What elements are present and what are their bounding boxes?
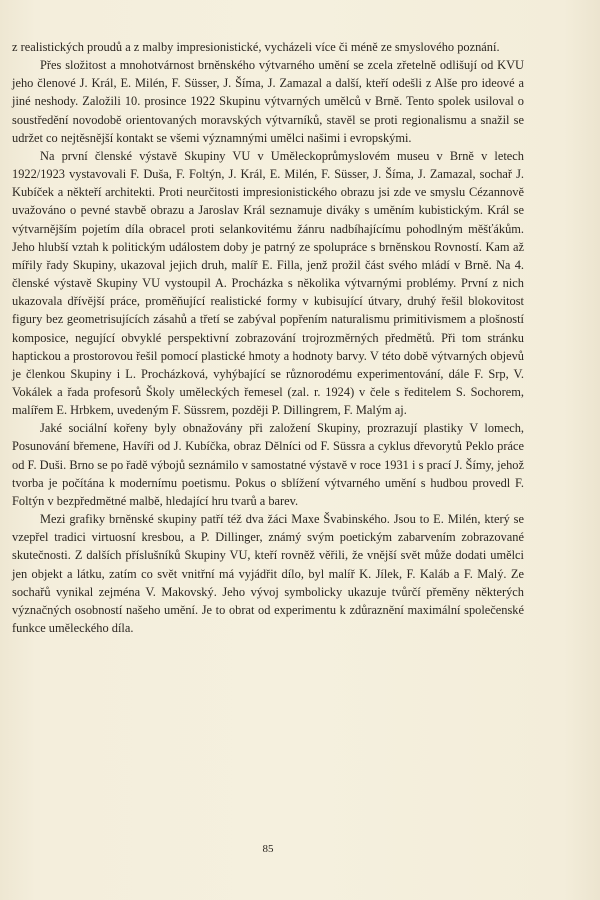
paragraph: z realistických proudů a z malby impresionistické, vycházeli více či méně ze smyslového poznání. bbox=[12, 40, 500, 54]
page-number: 85 bbox=[262, 843, 274, 855]
paragraph: Přes složitost a mnohotvárnost brněnského výtvarného umění se zcela zřetelně odlišují od KVU jeho členové J. Král, E. Milén, F. Süsser, J. Šíma, J. Zamazal a další, kteří odešli z Alše pro ideové a jiné neshody. Založili 10. prosince 1922 Skupinu výtvarných umělců v Brně. Tento spolek usiloval o soustředění novodobě orientovaných moravských výtvarníků, stavěl se proti regionalismu a snažil se udržet co nejtěsnější kontakt se všemi významnými umělci našimi i evropskými. bbox=[12, 58, 524, 145]
paragraph: Mezi grafiky brněnské skupiny patří též dva žáci Maxe Švabinského. Jsou to E. Milén, který se vzepřel tradici virtuosní kresbou, a P. Dillinger, známý svým poetickým zabarvením zobrazované skutečnosti. Z dalších příslušníků Skupiny VU, kteří rovněž věřili, že vnější svět může dodati umělci jen objekt a látku, zatím co svět vnitřní má vyjádřit dílo, byl malíř K. Jílek, F. Kaláb a F. Malý. Ze sochařů vynikal zejména V. Makovský. Jeho vývoj symbolicky ukazuje tvůrčí přeměny některých význačných osobností našeho umění. Je to obrat od experimentu k zdůraznění maximální společenské funkce uměleckého díla. bbox=[12, 512, 524, 635]
paragraph: Jaké sociální kořeny byly obnažovány při založení Skupiny, prozrazují plastiky V lomech, Posunování břemene, Havíři od J. Kubíčka, obraz Dělníci od F. Süssra a cyklus dřevorytů Peklo práce od F. Duši. Brno se po řadě výbojů seznámilo v samostatné výstavě v roce 1931 i s prací J. Šímy, jehož tvorba je počítána k modernímu poetismu. Pokus o sblížení výtvarného umění s hudbou provedl F. Foltýn v bezpředmětné malbě, hledající hru tvarů a barev. bbox=[12, 421, 524, 508]
paragraph: Na první členské výstavě Skupiny VU v Uměleckoprůmyslovém museu v Brně v letech 1922/1923 vystavovali F. Duša, F. Foltýn, J. Král, E. Milén, F. Süsser, J. Šíma, J. Zamazal, sochař J. Kubíček a někteří architekti. Proti neurčitosti impresionistického obrazu jsi zde ve smyslu Cézannově uvažováno o pevné stavbě obrazu a Jaroslav Král seznamuje diváky s uměním kubistickým. Král se výtvarnějším pojetím díla obracel proti selankovitému žánru nadbíhajícímu pohodlným měšťákům. Jeho hlubší vztah k politickým událostem doby je patrný ze spolupráce s brněnskou Rovností. Kam až mířily řady Skupiny, ukazoval jejich druh, malíř E. Filla, jenž prožil část svého mládí v Brně. Na 4. členské výstavě Skupiny VU vystoupil A. Procházka s několika výtvarnými problémy. První z nich ukazovala dřívější práce, proměňující realistické formy v kubisující útvary, druhý řešil blokovitost figury bez geometrisujících zásahů a třetí se zabýval popřením naturalismu primitivismem a plošností komposice, negující obvyklé perspektivní zobrazování trojrozměrných předmětů. Při tom stránku haptickou a prostorovou řešil pomocí plastické hmoty a hodnoty barvy. V této době výtvarných objevů je členkou Skupiny i L. Procházková, vyhýbající se různorodému experimentování, dále F. Srp, V. Vokálek a řada profesorů Školy uměleckých řemesel (zal. r. 1924) v čele s ředitelem S. Sochorem, malířem E. Hrbkem, uvedeným F. Süssrem, později P. Dillingrem, F. Malým aj. bbox=[12, 148, 524, 418]
body-text bbox=[12, 38, 524, 637]
